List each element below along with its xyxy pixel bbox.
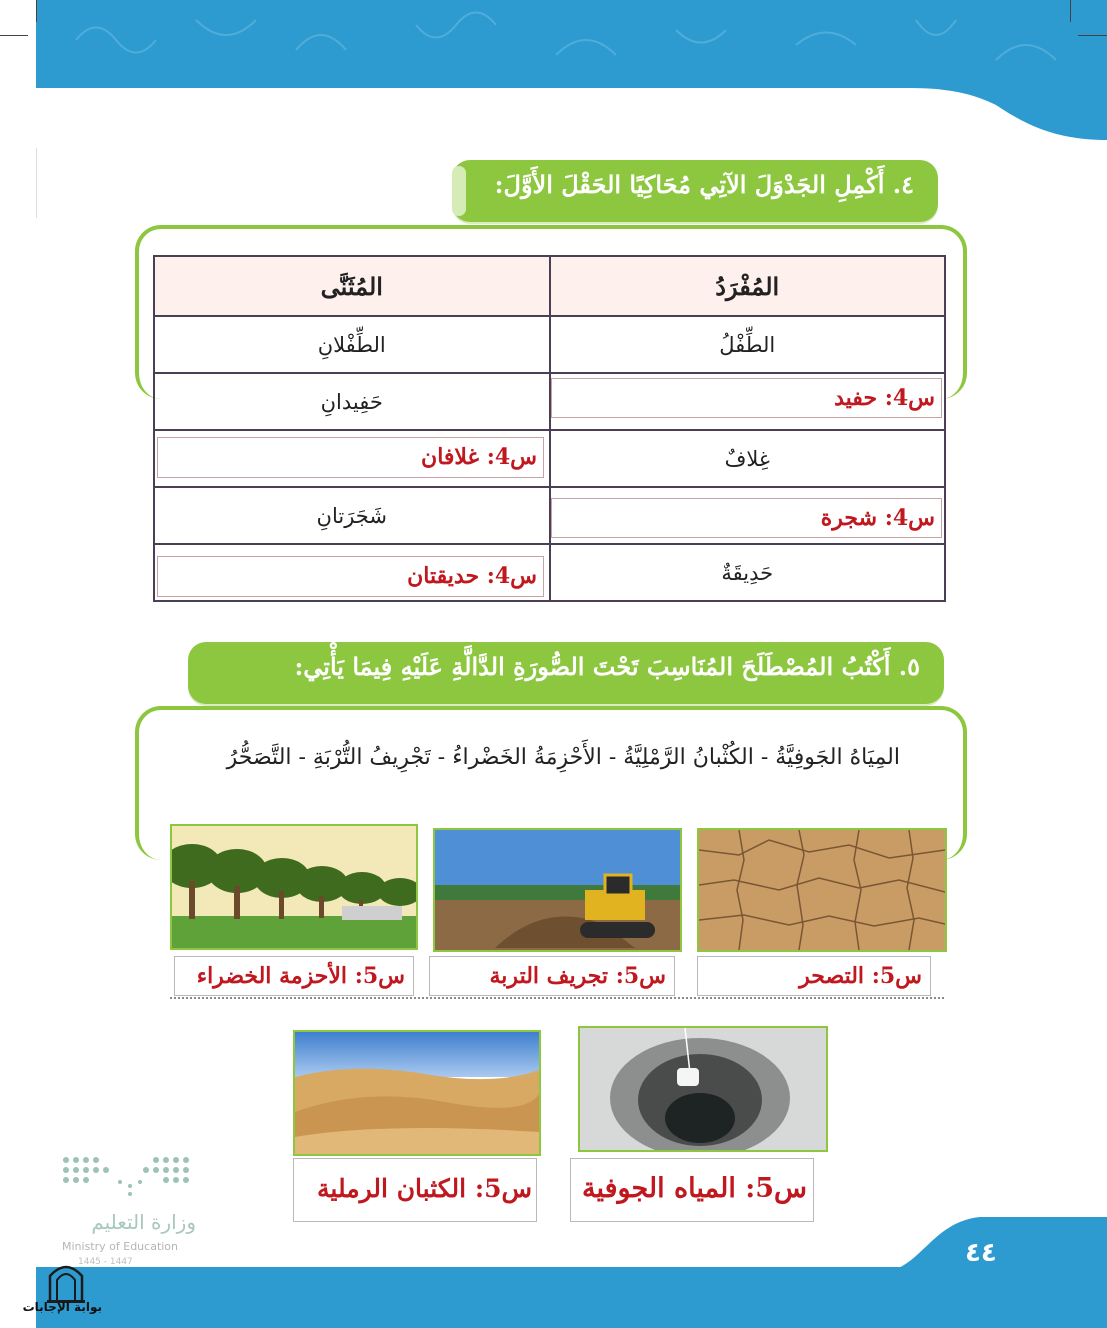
dotted-line bbox=[170, 997, 944, 999]
question4-title: ٤. أَكْمِلِ الجَدْوَلَ الآتِي مُحَاكِيًا الحَقْلَ الأَوَّلَ: bbox=[494, 170, 914, 199]
question5-title: ٥. أَكْتُبُ المُصْطَلَحَ المُنَاسِبَ تَحْتَ الصُّورَةِ الدَّالَّةِ عَلَيْهِ فِيمَا يَأْتِي: bbox=[294, 652, 920, 681]
cell-singular-5: حَدِيقَةٌ bbox=[550, 544, 946, 601]
answer-box-q4-row4[interactable]: س4: شجرة bbox=[551, 498, 942, 538]
ministry-logo bbox=[60, 1152, 200, 1202]
word-bank: المِيَاهُ الجَوفِيَّةُ - الكُثْبانُ الرَّمْلِيَّةُ - الأَحْزِمَةُ الخَضْراءُ - تَجْرِيفُ التُّرْبَةِ - التَّصَحُّرُ bbox=[226, 745, 900, 770]
ministry-name-arabic: وزارة التعليم bbox=[91, 1210, 196, 1234]
crop-mark bbox=[1078, 35, 1107, 36]
answer-box-sand-dunes[interactable]: س5: الكثبان الرملية bbox=[293, 1158, 537, 1222]
ministry-name-english: Ministry of Education bbox=[62, 1240, 179, 1253]
bottom-banner bbox=[36, 1267, 1107, 1328]
image-sand-dunes bbox=[293, 1030, 541, 1156]
page-number: ٤٤ bbox=[965, 1238, 997, 1268]
image-cracked-soil bbox=[697, 828, 947, 952]
crop-mark bbox=[0, 35, 28, 36]
crop-mark bbox=[1070, 0, 1071, 22]
image-palm-trees bbox=[170, 824, 418, 950]
singular-dual-table bbox=[153, 255, 946, 602]
crop-mark bbox=[36, 148, 37, 218]
answer-box-q4-row3[interactable]: س4: غلافان bbox=[157, 437, 544, 478]
crop-mark bbox=[36, 0, 37, 22]
top-banner bbox=[36, 0, 1107, 145]
cell-dual-2: حَفِيدانِ bbox=[154, 373, 550, 430]
header-dual: المُثَنَّى bbox=[154, 256, 550, 316]
cell-singular-1: الطِّفْلُ bbox=[550, 316, 946, 373]
watermark-text: بوابة الإجابات bbox=[22, 1300, 102, 1314]
answer-box-desertification[interactable]: س5: التصحر bbox=[697, 956, 931, 996]
watermark-logo-icon bbox=[44, 1256, 88, 1304]
cell-dual-1: الطِّفْلانِ bbox=[154, 316, 550, 373]
cell-singular-3: غِلافٌ bbox=[550, 430, 946, 487]
question4-banner bbox=[452, 160, 938, 222]
image-well bbox=[578, 1026, 828, 1152]
answer-box-q4-row2[interactable]: س4: حفيد bbox=[551, 378, 942, 418]
question5-banner bbox=[188, 642, 944, 704]
image-bulldozer bbox=[433, 828, 682, 952]
answer-box-q4-row5[interactable]: س4: حديقتان bbox=[157, 556, 544, 597]
cell-dual-4: شَجَرَتانِ bbox=[154, 487, 550, 544]
answer-box-groundwater[interactable]: س5: المياه الجوفية bbox=[570, 1158, 814, 1222]
answer-box-green-belts[interactable]: س5: الأحزمة الخضراء bbox=[174, 956, 414, 996]
ministry-year: 1445 - 1447 bbox=[78, 1257, 133, 1267]
answer-box-soil-erosion[interactable]: س5: تجريف التربة bbox=[429, 956, 675, 996]
header-singular: المُفْرَدُ bbox=[550, 256, 946, 316]
